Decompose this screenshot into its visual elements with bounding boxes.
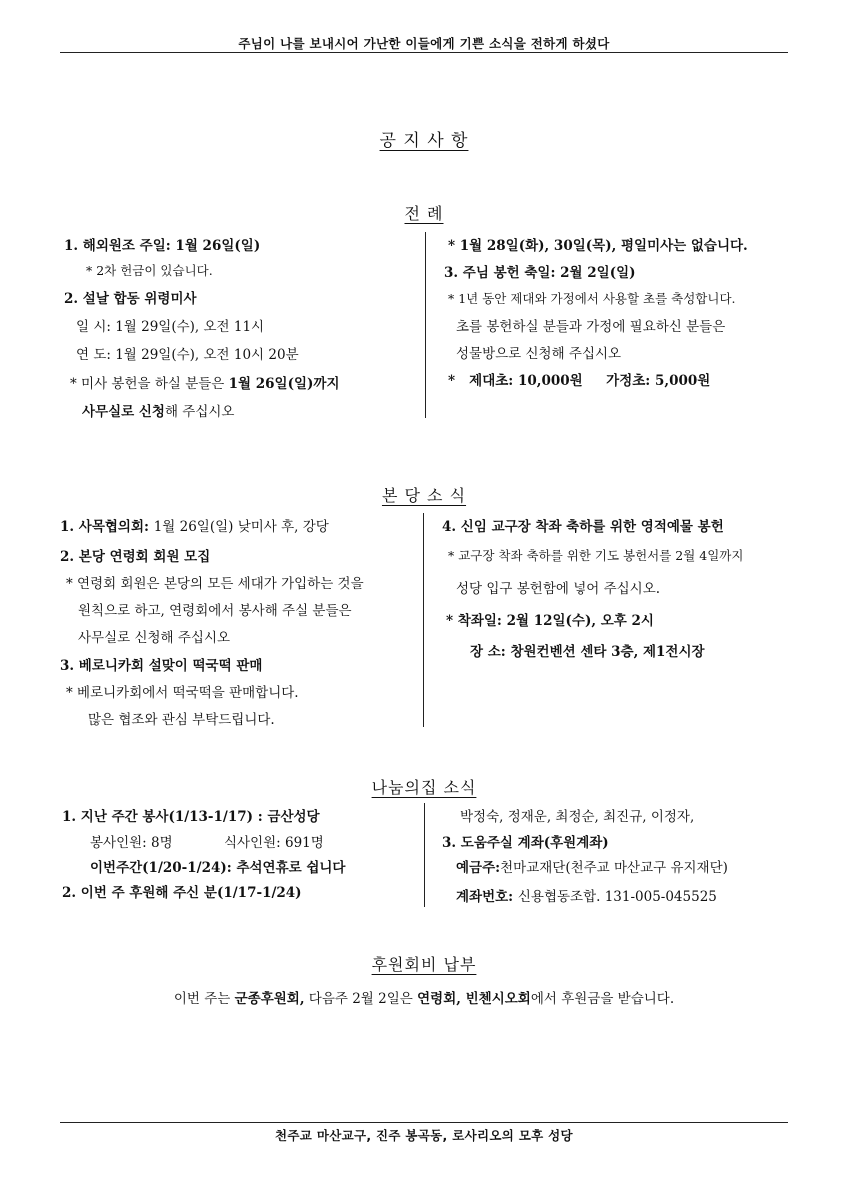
liturgy-column-divider xyxy=(425,232,426,418)
liturgy-candle-prices: * 제대초: 10,000원 가정초: 5,000원 xyxy=(448,373,711,389)
parish-item2-line2: 원칙으로 하고, 연령회에서 봉사해 주실 분들은 xyxy=(78,603,352,619)
liturgy-item2-title: 2. 설날 합동 위령미사 xyxy=(64,291,197,307)
section-heading-liturgy xyxy=(0,201,848,224)
sharing-account-number xyxy=(456,885,717,905)
liturgy-item1-title: 1. 해외원조 주일: 1월 26일(일) xyxy=(64,238,261,254)
sharing-item2-title: 2. 이번 주 후원해 주신 분(1/17-1/24) xyxy=(62,885,302,901)
sharing-account-holder xyxy=(456,856,728,876)
parish-item3-title: 3. 베로니카회 설맞이 떡국떡 판매 xyxy=(60,658,263,674)
section-heading-dues xyxy=(0,952,848,975)
page-title xyxy=(0,126,848,151)
sharing-item1-label: 1. 지난 주간 봉사(1/13-1/17) xyxy=(62,809,258,825)
parish-item1-value: 1월 26일(일) 낮미사 후, 강당 xyxy=(153,519,329,535)
sharing-heading-text: 나눔의집 소식 xyxy=(371,778,477,797)
liturgy-item3-line2: 초를 봉헌하실 분들과 가정에 필요하신 분들은 xyxy=(456,319,726,335)
section-heading-sharing xyxy=(0,775,848,798)
parish-item2-title: 2. 본당 연령회 회원 모집 xyxy=(60,549,211,565)
parish-item2-line3: 사무실로 신청해 주십시오 xyxy=(78,630,231,646)
sharing-column-divider xyxy=(424,803,425,907)
sharing-account-label: 계좌번호: xyxy=(456,889,518,905)
page-title-text: 공 지 사 항 xyxy=(379,131,469,151)
sharing-account-value: 신용협동조합. 131-005-045525 xyxy=(517,889,717,905)
liturgy-item1-note: * 2차 헌금이 있습니다. xyxy=(86,263,213,278)
liturgy-item2-note-a: * 미사 봉헌을 하실 분들은 xyxy=(70,376,229,392)
liturgy-item2-note-c: 사무실로 신청 xyxy=(82,404,165,420)
parish-item4-line2: 성당 입구 봉헌함에 넣어 주십시오. xyxy=(456,581,661,597)
liturgy-item3-line1: * 1년 동안 제대와 가정에서 사용할 초를 축성합니다. xyxy=(448,291,736,306)
section-heading-parish xyxy=(0,483,848,506)
header-motto: 주님이 나를 보내시어 가난한 이들에게 기쁜 소식을 전하게 하셨다 xyxy=(238,36,610,51)
sharing-donors: 박정숙, 정재운, 최정순, 최진규, 이정자, xyxy=(460,809,695,825)
parish-item1 xyxy=(60,515,329,535)
parish-column-divider xyxy=(423,513,424,727)
sharing-item1-this-week: 이번주간(1/20-1/24): 추석연휴로 쉽니다 xyxy=(90,860,346,876)
dues-text-a: 이번 주는 xyxy=(173,991,235,1007)
parish-item4-place: 장 소: 창원컨벤션 센타 3층, 제1전시장 xyxy=(470,644,705,660)
liturgy-item3-line3: 성물방으로 신청해 주십시오 xyxy=(456,346,622,362)
sharing-item1-volunteers: 봉사인원: 8명 xyxy=(90,835,173,851)
parish-item3-line2: 많은 협조와 관심 부탁드립니다. xyxy=(88,712,275,728)
footer-rule xyxy=(60,1122,788,1123)
liturgy-item2-note-b: 1월 26일(일)까지 xyxy=(228,376,340,392)
liturgy-heading-text: 전 례 xyxy=(404,204,444,223)
sharing-holder-label: 예금주: xyxy=(456,860,501,876)
sharing-item3-title: 3. 도움주실 계좌(후원계좌) xyxy=(442,835,609,851)
sharing-item1 xyxy=(62,805,320,825)
parish-item4-title: 4. 신임 교구장 착좌 축하를 위한 영적예물 봉헌 xyxy=(442,519,724,535)
dues-text-b: 군종후원회, xyxy=(234,991,305,1007)
dues-text-c: 다음주 2월 2일은 xyxy=(304,991,418,1007)
parish-item4-date: * 착좌일: 2월 12일(수), 오후 2시 xyxy=(446,613,654,629)
parish-item1-label: 1. 사목협의회: xyxy=(60,519,154,535)
dues-text-e: 에서 후원금을 받습니다. xyxy=(530,991,675,1007)
parish-item4-line1: * 교구장 착좌 축하를 위한 기도 봉헌서를 2월 4일까지 xyxy=(448,548,744,563)
dues-text-d: 연령회, 빈첸시오회 xyxy=(417,991,531,1007)
liturgy-item2-prayer: 연 도: 1월 29일(수), 오전 10시 20분 xyxy=(76,347,299,363)
dues-text xyxy=(0,987,848,1007)
header-rule xyxy=(60,52,788,53)
liturgy-weekday-note: * 1월 28일(화), 30일(목), 평일미사는 없습니다. xyxy=(448,238,748,254)
liturgy-item2-date: 일 시: 1월 29일(수), 오전 11시 xyxy=(76,319,265,335)
sharing-item1-meals: 식사인원: 691명 xyxy=(224,835,324,851)
parish-item2-line1: * 연령회 회원은 본당의 모든 세대가 가입하는 것을 xyxy=(66,576,364,592)
parish-heading-text: 본 당 소 식 xyxy=(381,486,467,505)
sharing-item1-place: : 금산성당 xyxy=(257,809,320,825)
footer-parish-name: 천주교 마산교구, 진주 봉곡동, 로사리오의 모후 성당 xyxy=(275,1128,573,1143)
liturgy-item3-title: 3. 주님 봉헌 축일: 2월 2일(일) xyxy=(444,265,636,281)
parish-item3-line1: * 베로니카회에서 떡국떡을 판매합니다. xyxy=(66,685,299,701)
liturgy-item2-note xyxy=(70,372,340,392)
liturgy-item2-note-d: 해 주십시오 xyxy=(164,404,235,420)
sharing-holder-value: 천마교재단(천주교 마산교구 유지재단) xyxy=(500,860,728,876)
dues-heading-text: 후원회비 납부 xyxy=(371,955,477,974)
liturgy-item2-note-line2 xyxy=(82,400,234,420)
